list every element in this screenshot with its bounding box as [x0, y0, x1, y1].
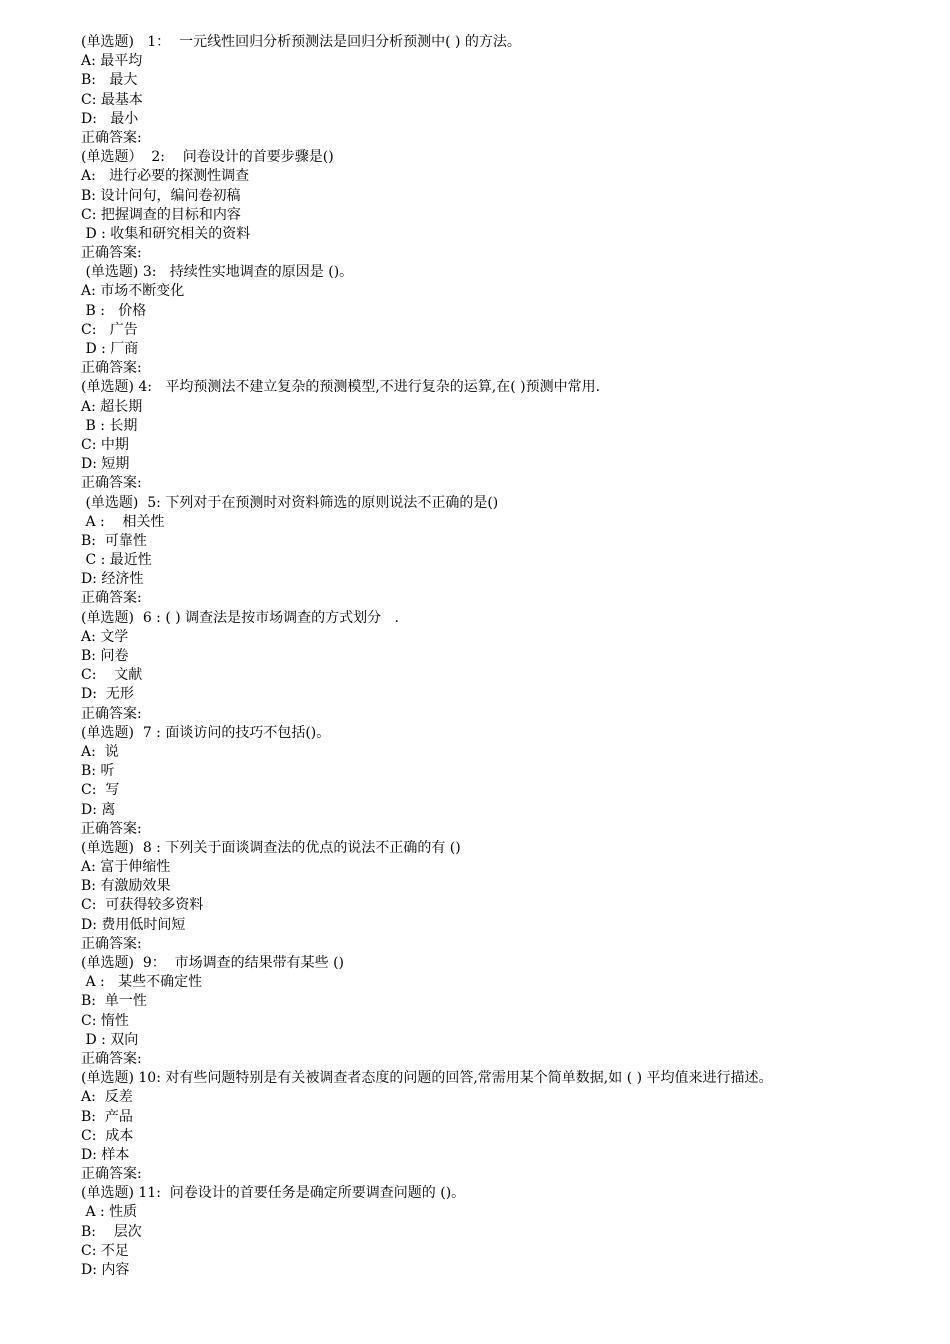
answer-label: 正确答案:: [81, 590, 142, 607]
option-c: C: 惰性: [81, 1012, 129, 1029]
option-d: D : 收集和研究相关的资料: [81, 225, 251, 242]
option-b: B: 单一性: [81, 993, 147, 1010]
option-a: A: 反差: [81, 1089, 133, 1106]
question-stem: (单选题) 4: 平均预测法不建立复杂的预测模型,不进行复杂的运算,在( )预测中常用.: [81, 379, 601, 396]
question-1: [81, 33, 901, 148]
option-d: D: 短期: [81, 456, 130, 473]
question-2: [81, 148, 901, 263]
option-a: A: 说: [81, 743, 119, 760]
option-a: A: 富于伸缩性: [81, 859, 171, 876]
question-9: [81, 954, 901, 1069]
option-b: B : 长期: [81, 417, 138, 434]
option-d: D: 最小: [81, 110, 139, 127]
option-c: C: 广告: [81, 321, 138, 338]
option-b: B: 产品: [81, 1108, 133, 1125]
option-d: D: 样本: [81, 1146, 130, 1163]
question-7: [81, 724, 901, 839]
question-stem: (单选题) 5: 下列对于在预测时对资料筛选的原则说法不正确的是(): [81, 494, 499, 511]
answer-label: 正确答案:: [81, 360, 142, 377]
question-stem: (单选题) 10: 对有些问题特别是有关被调查者态度的问题的回答,常需用某个简单数据,如 ( ) 平均值来进行描述。: [81, 1070, 773, 1087]
option-c: C: 不足: [81, 1242, 129, 1259]
option-c: C: 写: [81, 782, 120, 799]
option-c: C: 文献: [81, 667, 143, 684]
answer-label: 正确答案:: [81, 245, 142, 262]
option-b: B: 层次: [81, 1223, 142, 1240]
option-c: C: 成本: [81, 1127, 134, 1144]
option-d: D: 离: [81, 801, 116, 818]
question-11: [81, 1184, 901, 1280]
option-a: A: 市场不断变化: [81, 283, 185, 300]
option-a: A: 文学: [81, 628, 129, 645]
option-c: C: 中期: [81, 436, 129, 453]
option-c: C : 最近性: [81, 552, 152, 569]
question-stem: (单选题) 1： 一元线性回归分析预测法是回归分析预测中( ) 的方法。: [81, 34, 521, 50]
option-b: B : 价格: [81, 302, 147, 319]
option-d: D: 内容: [81, 1262, 130, 1279]
option-b: B: 可靠性: [81, 532, 147, 549]
answer-label: 正确答案:: [81, 1166, 142, 1183]
answer-label: 正确答案:: [81, 820, 142, 837]
option-c: C: 把握调查的目标和内容: [81, 206, 241, 223]
option-b: B: 设计问句，编问卷初稿: [81, 187, 241, 204]
option-d: D : 厂商: [81, 341, 139, 357]
option-d: D: 费用低时间短: [81, 916, 186, 933]
question-stem: (单选题) 6 : ( ) 调查法是按市场调查的方式划分 .: [81, 609, 399, 626]
answer-label: 正确答案:: [81, 705, 142, 722]
option-a: A : 某些不确定性: [81, 974, 203, 991]
option-b: B: 有激励效果: [81, 878, 171, 895]
option-d: D : 双向: [81, 1031, 139, 1048]
question-stem: (单选题) 8 : 下列关于面谈调查法的优点的说法不正确的有 (): [81, 839, 461, 856]
option-c: C: 可获得较多资料: [81, 897, 204, 914]
question-8: [81, 839, 901, 954]
answer-label: 正确答案:: [81, 1050, 142, 1067]
answer-label: 正确答案:: [81, 129, 142, 146]
answer-label: 正确答案:: [81, 935, 142, 952]
question-stem: (单选题) 11: 问卷设计的首要任务是确定所要调查问题的 ()。: [81, 1185, 466, 1202]
question-stem: (单选题) 7 : 面谈访问的技巧不包括()。: [81, 724, 331, 741]
question-5: [81, 494, 901, 609]
question-stem: (单选题） 2: 问卷设计的首要步骤是(): [81, 149, 334, 166]
question-stem: (单选题) 3: 持续性实地调查的原因是 ()。: [81, 264, 354, 281]
question-3: [81, 263, 901, 378]
option-a: A: 进行必要的探测性调查: [81, 168, 250, 185]
question-6: [81, 609, 901, 724]
question-document: [81, 33, 901, 1280]
option-b: B: 听: [81, 763, 115, 780]
option-a: A: 超长期: [81, 398, 143, 415]
option-b: B: 最大: [81, 72, 138, 89]
option-d: D: 无形: [81, 686, 134, 703]
option-d: D: 经济性: [81, 571, 144, 588]
question-10: [81, 1069, 901, 1184]
option-b: B: 问卷: [81, 648, 129, 664]
question-4: [81, 378, 901, 493]
answer-label: 正确答案:: [81, 475, 142, 492]
option-c: C: 最基本: [81, 91, 143, 108]
option-a: A : 相关性: [81, 513, 165, 530]
option-a: A : 性质: [81, 1204, 138, 1221]
question-stem: (单选题) 9： 市场调查的结果带有某些 (): [81, 955, 345, 971]
option-a: A: 最平均: [81, 53, 143, 70]
